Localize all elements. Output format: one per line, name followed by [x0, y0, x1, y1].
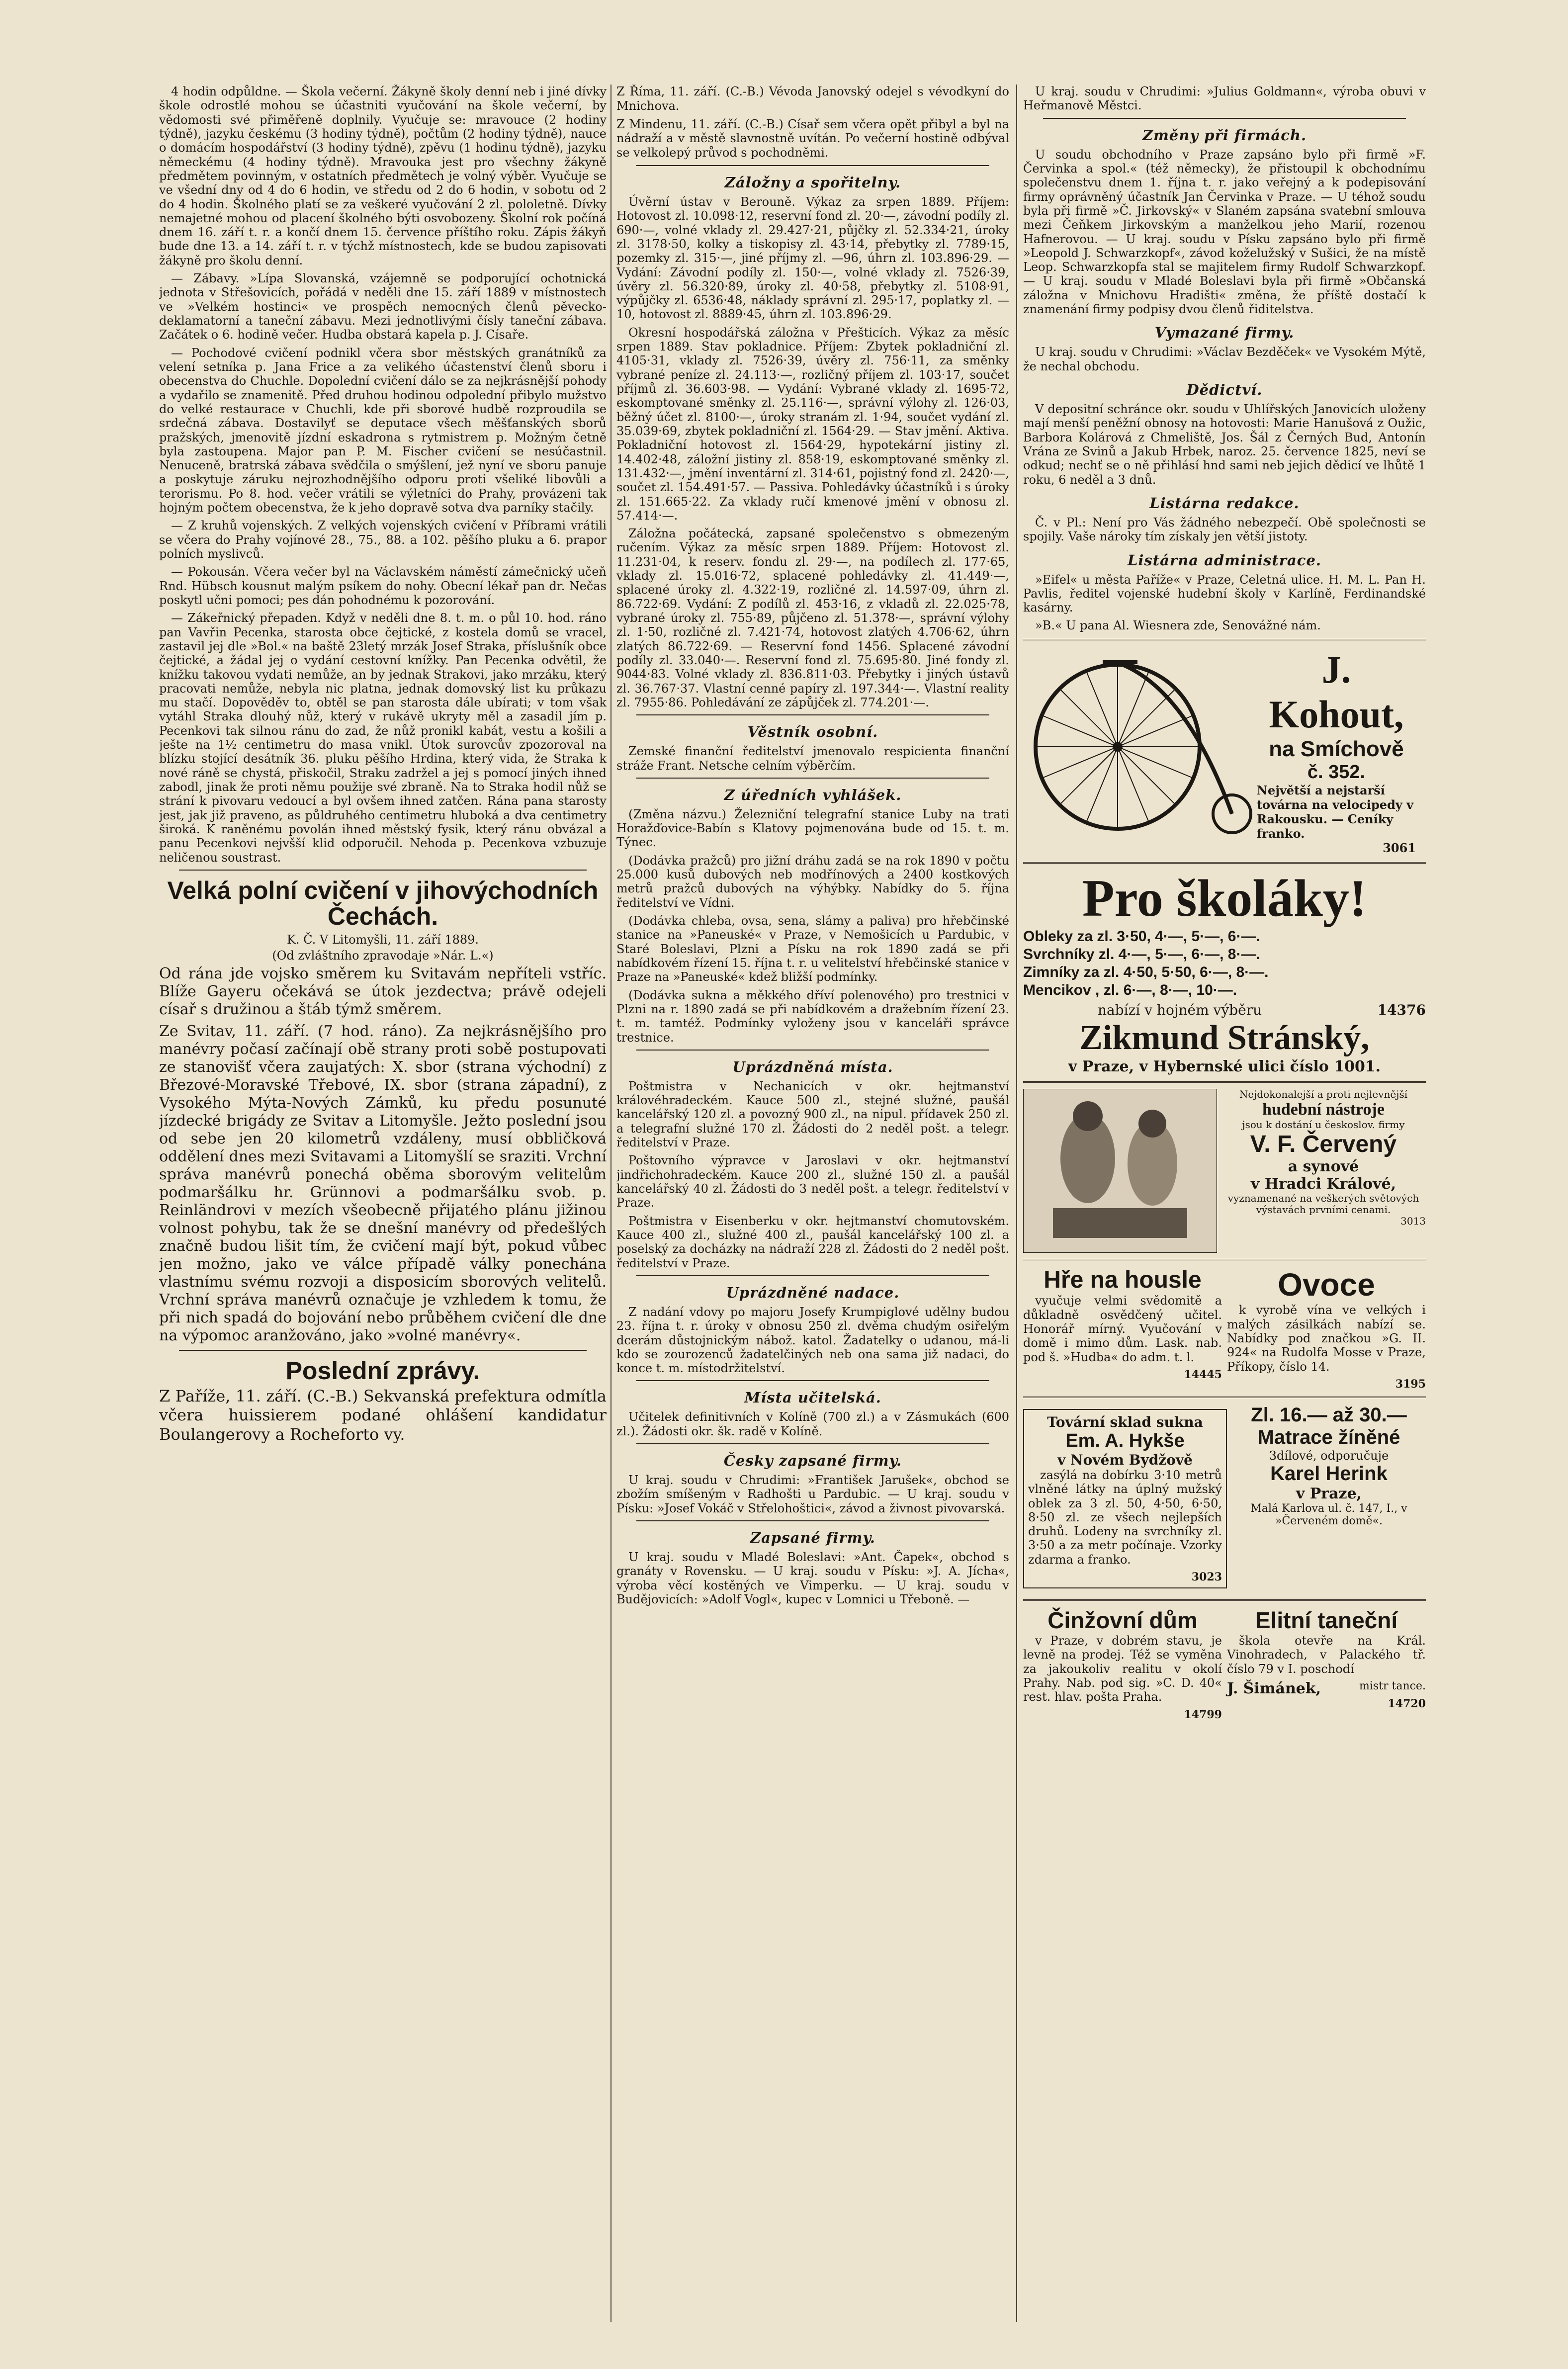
- stransky-code: 14376: [1377, 1002, 1426, 1019]
- divider: [1043, 118, 1406, 119]
- divider: [179, 870, 587, 871]
- vacancy-1: Poštmistra v Nechanicích v okr. hejtmanství královéhradeckém. Kauce 500 zl., stejné služné, paušál kancelářský 120 zl. a povozný 900 zl., na nipul. přídavek 250 zl. a telegrafní služné 170 zl. Žádosti do 2 neděl pošt. a telegr. ředitelství v Praze.: [616, 1079, 1009, 1150]
- cerveny-name: V. F. Červený: [1250, 1131, 1397, 1158]
- divider: [1023, 1081, 1426, 1083]
- school-evening-paragraph: 4 hodin odpůldne. — Škola večerní. Žákyně školy denní neb i jiné dívky škole odrostlé mohou se účastniti vyučování na škole večerní, by vědomosti své přiměřeně doplnily. Vyučuje se: mravouce (2 hodiny týdně), jazyku českému (3 hodiny týdně), počtům (2 hodiny týdně), nauce o domácím hospodářství (3 hodiny týdně), zpěvu (1 hodinu týdně), jazyku německému (4 hodiny týdně). Mravouka jest pro všechny žákyně předmětem povinným, v ostatních předmětech je volný výběr. Vyučuje se ve všední dny od 4 do 6 hodin, ve středu od 2 do 6 hodin, v sobotu od 2 do 4 hodin. Školného platí se za veškeré vyučování 2 zl. pololetně. Dívky nemajetné mohou od placení školného býti osvobozeny. Školní rok počíná dnem 16. září t. r. a končí dnem 15. července příštího roku. Zápis žákyň bude dne 13. a 14. září t. r. v týchž místnostech, kde se budou zapisovati žákyně pro školu denní.: [159, 85, 607, 267]
- personal-paragraph: Zemské finanční ředitelství jmenovalo respicienta finanční stráže Frant. Netsche celním výběrčím.: [616, 744, 1009, 773]
- apartment-house-code: 14799: [1184, 1708, 1222, 1721]
- admin-letters-paragraph-1: »Eifel« u města Paříže« v Praze, Celetná ulice. H. M. L. Pan H. Pavlis, ředitel vojenské hudební školy v Karlíně, Ferdinandské kasárny.: [1023, 572, 1426, 615]
- hykse-label: Tovární sklad sukna: [1047, 1413, 1203, 1430]
- cerveny-more: jsou k dostání u českoslov. firmy: [1242, 1119, 1405, 1131]
- official-paragraph-3: (Dodávka chleba, ovsa, sena, slámy a paliva) pro hřebčinské stanice na »Paneuské« v Praze, v Nemošicích u Pardubic, v Staré Boleslavi, Plzni a Písku na rok 1890 zadá se při nabídkovém řízení 15. října t. r. u velitelství hřebčinské stanice v Praze na »Paneuské« kdež bližší podmínky.: [616, 914, 1009, 984]
- cerveny-goods: hudební nástroje: [1262, 1100, 1385, 1119]
- registered-firms-paragraph: U kraj. soudu v Mladé Boleslavi: »Ant. Čapek«, obchod s granáty v Rovensku. — U kraj. soudu v Písku: »J. A. Jícha«, výroba věcí kostěných ve Vimperku. — U kraj. soudu v Budějovicích: »Adolf Vogl«, kupec v Lomnici u Třeboně. —: [616, 1550, 1009, 1606]
- divider: [636, 1443, 989, 1444]
- firm-top-paragraph: U kraj. soudu v Chrudimi: »Julius Goldmann«, výroba obuvi v Heřmanově Městci.: [1023, 85, 1426, 113]
- vacancy-3: Poštmistra v Eisenberku v okr. hejtmanství chomutovském. Kauce 400 zl., služné 400 zl., paušál kancelářský 100 zl. a poselský za docházky na nádraží 228 zl. Žádosti do 2 neděl pošt. ředitelství v Praze.: [616, 1214, 1009, 1270]
- divider: [636, 1275, 989, 1276]
- manoeuvres-paragraph-2: Ze Svitav, 11. září. (7 hod. ráno). Za nejkrásnějšího pro manévry počasí začínají obě strany proti sobě postupovati ze stanovišť včera zaujatých: X. sbor (strana východní) z Březové-Moravské Třebové, IX. sbor (strana západní), z Vysokého Mýta-Nových Zámků, ku předu posunuté jízdecké brigády ze Svitav a Litomyšle. Ježto poslední jsou od sebe jen 20 kilometrů vzdáleny, musí obbličková oddělení dnes mezi Svitavami a Litomyšlí se sraziti. Vrchní správa manévrů ponechá oběma sborovým velitelům podmaršálku hr. Grünnovi a podmaršálku svob. p. Reinländrovi v mezích všeobecně přijatého plánu jižinou volnost pohybu, tak že se dnešní manévry od předešlých značně budou lišit tím, že cvičení mají být, pokud vůbec jen možno, jako ve válce případě války ponechána vlastnímu svému rozvoji a disposicím sborových velitelů. Vrchní správa manévrů označuje je vzhledem k tomu, že při nich spadá do bojování nebo průběhem cvičení dle dne na výpomoc aranžováno, jako »volné manévry«.: [159, 1022, 607, 1344]
- dance-master-name: J. Šimánek,: [1227, 1680, 1321, 1698]
- dog-bite-paragraph: — Pokousán. Včera večer byl na Václavském náměstí zámečnický učeň Rnd. Hübsch kousnut malým psíkem do nohy. Obecní lékař pan dr. Nečas poskytl učni pomoci; pes dán pohodnému k pozorování.: [159, 565, 607, 607]
- stransky-address: v Praze, v Hybernské ulici číslo 1001.: [1068, 1058, 1381, 1076]
- editorial-letters-heading: Listárna redakce.: [1149, 494, 1300, 512]
- czech-firms-heading: Česky zapsané firmy.: [723, 1452, 902, 1470]
- military-circles-paragraph: — Z kruhů vojenských. Z velkých vojenských cvičení v Příbrami vrátili se včera do Prahy vojínové 28., 75., 88. a 102. pěšího pluku a 6. prapor polních myslivců.: [159, 519, 607, 561]
- divider: [179, 1350, 587, 1351]
- kohout-code: 3061: [1383, 840, 1416, 855]
- firm-changes-paragraph: U soudu obchodního v Praze zapsáno bylo při firmě »F. Červinka a spol.« (též německy), že přistoupil k obchodnímu společenstvu dnem 1. října t. r. jako veřejný a k podepisování firmy oprávněný účastník Jan Červinka v Praze. — U téhož soudu byla při firmě »Č. Jirkovský« v Slaném zapsána svatební smlouva mezi Čeňkem Jirkovským a manželkou jeho Marií, rozenou Hafnerovou. — U kraj. soudu v Písku zapsáno bylo při firmě »Leopold J. Schwarzkopf«, závod koželužský v Sušici, že na místě Leop. Schwarzkopfa stal se majitelem firmy Rudolf Schwarzkopf. — U kraj. soudu v Mladé Boleslavi byla při firmě »Občanská záložna v Mnichovu Hradišti« změna, že příště dostačí k znamenání firmy podpisy dvou členů řiditelstva.: [1023, 147, 1426, 317]
- price-row: Mencikov , zl. 6·—, 8·—, 10·—.: [1023, 982, 1237, 999]
- admin-letters-heading: Listárna administrace.: [1127, 551, 1322, 569]
- kohout-bicycle-ad: [1023, 647, 1426, 855]
- column-rule: [610, 85, 611, 2322]
- column-middle: [616, 85, 1009, 2327]
- deleted-firms-heading: Vymazané firmy.: [1154, 324, 1295, 342]
- column-left: [159, 85, 607, 2327]
- cerveny-tail: vyznamenané na veškerých světových výstavách prvními cenami.: [1227, 1192, 1419, 1216]
- price-row: Obleky za zl. 3·50, 4·—, 5·—, 6·—.: [1023, 928, 1260, 945]
- herink-name: Karel Herink: [1270, 1462, 1388, 1485]
- manoeuvres-dateline: K. Č. V Litomyšli, 11. září 1889.: [286, 932, 479, 947]
- column-right: [1023, 85, 1426, 2327]
- kohout-house-number: č. 352.: [1307, 761, 1366, 783]
- march-exercise-paragraph: — Pochodové cvičení podnikl včera sbor městských granátníků za velení setníka p. Jana Frice a za velikého účastenství členů sboru i obecenstva do Chuchle. Dopolední cvičení dálo se za nejkrásnější pohody a vydařilo se znamenitě. Před druhou hodinou odpolední přibylo mužstvo do velké restaurace v Chuchli, kde při sborové hudbě rozproudila se srdečná zábava. Dostavilyť se deputace všech měšťanských sborů pražských, jmenovitě jízdní eskadrona s rytmistrem p. Možným četně byla zastoupena. Major pan P. M. Fischer cvičení se nesúčastnil. Nenuceně, bratrská zábava svědčila o smýšlení, jež nyní ve sboru panuje a poskytuje záruku nejrozhodnějšího odporu proti všeliké libovůli a terorismu. Po 8. hod. večer vrátili se výletníci do Prahy, provázeni tak hojným počtem obecenstva, že k jeho dopravě sotva dva parníky stačily.: [159, 346, 607, 515]
- herink-address: Malá Karlova ul. č. 147, I., v »Červeném domě«.: [1250, 1502, 1407, 1527]
- divider: [636, 778, 989, 779]
- savings-pocatky: Záložna počátecká, zapsané společenstvo s obmezeným ručením. Výkaz za měsíc srpen 1889. Příjem: Hotovost zl. 11.231·04, k reserv. fondu zl. 29·—, na podílech zl. 177·65, vklady zl. 15.016·72, splacené pohledávky zl. 41.449·—, splacené úroky zl. 4.322·19, rozličné zl. 14.597·09, úhrn zl. 86.722·69. Vydání: Z podílů zl. 453·16, z vkladů zl. 22.025·78, vybrané úroky zl. 755·89, půjčeno zl. 51.378·—, správní výlohy zl. 1·50, rozličné zl. 7.421·74, hotovost zlatých 4.706·62, úhrn zlatých 86.722·69. — Reservní fond 1456. Splacené závodní podíly zl. 33.040·—. Reservní fond zl. 75.695·80. Jiné fondy zl. 9044·83. Volné vklady zl. 836.811·03. Přebytky i jiných ústavů zl. 36.767·37. Vlastní cenné papíry zl. 197.344·—. Vlastní reality zl. 7955·86. Pohledávání ze zápůjček zl. 774.201·—.: [616, 526, 1009, 709]
- manoeuvres-paragraph-1: Od rána jde vojsko směrem ku Svitavám nepříteli vstříc. Blíže Gayeru očekává se útok jezdectva; právě odejeli císař s družinou a štáb týmž směrem.: [159, 965, 607, 1018]
- price-row: Zimníky za zl. 4·50, 5·50, 6·—, 8·—.: [1023, 964, 1269, 981]
- fruit-ad-code: 3195: [1395, 1377, 1426, 1391]
- penny-farthing-illustration: [1023, 647, 1257, 836]
- foundations-paragraph: Z nadání vdovy po majoru Josefy Krumpiglové udělny budou 23. října t. r. úroky v obnosu 250 zl. dvěma chudým osiřelým dcerám důstojnickým nábož. katol. Žadatelky o udanou, má-li kdo se zourozenců žadatelčiných neb ona sama již nadaci, do konce t. m. místodržitelství.: [616, 1305, 1009, 1376]
- small-ads-row-1: [1023, 1266, 1426, 1391]
- vacancies-heading: Uprázdněná místa.: [732, 1058, 893, 1075]
- dance-school-code: 14720: [1388, 1697, 1426, 1711]
- small-ads-row-2: [1023, 1404, 1426, 1593]
- inheritance-heading: Dědictví.: [1186, 381, 1263, 398]
- divider: [636, 1520, 989, 1521]
- hykse-name: Em. A. Hykše: [1065, 1430, 1185, 1451]
- savings-heading: Záložny a spořitelny.: [724, 174, 901, 191]
- inheritance-paragraph: V depositní schránce okr. soudu v Uhlířských Janovicích uloženy mají menší peněžní obnosy na hotovosti: Marie Hanušová z Oužic, Barbora Kolárová z Chmeliště, Jos. Šál z Černých Bud, Antonín Vrána ze Svinů a Jakub Hrbek, naroz. 25. července 1825, neví se odkud; nechť se o ně přihlásí hnd sami neb jejich dědicí ve lhůtě 1 roku, 6 neděl a 3 dnů.: [1023, 402, 1426, 487]
- violin-lessons-text: vyučuje velmi svědomitě a důkladně osvědčený učitel. Honorář mírný. Vyučování v domě i mimo dům. Lask. nab. pod š. »Hudba« do adm. t. l.: [1023, 1294, 1222, 1364]
- kohout-description: Největší a nejstarší továrna na velocipedy v Rakousku. — Ceníky franko.: [1257, 783, 1414, 841]
- divider: [1023, 1259, 1426, 1260]
- mattress-title: Matrace žíněné: [1257, 1426, 1400, 1448]
- apartment-house-text: v Praze, v dobrém stavu, je levně na prodej. Též se vyměna za jakoukoliv realitu v okolí Prahy. Nab. pod sig. »C. D. 40« rest. hlav. pošta Praha.: [1023, 1634, 1222, 1704]
- admin-letters-paragraph-2: »B.« U pana Al. Wiesnera zde, Senovážné nám.: [1035, 618, 1321, 633]
- paris-report: Z Paříže, 11. září. (C.-B.) Sekvanská prefektura odmítla včera huissierem podané ohlášení kandidatur Boulangerovy a Rocheforto vy.: [159, 1387, 607, 1444]
- entertainment-paragraph: — Zábavy. »Lípa Slovanská, vzájemně se podporující ochotnická jednota v Střešovicích, pořádá v neděli dne 15. září 1889 v místnostech ve »Velkém hostinci« ve prospěch nemocných členů pěvecko-deklamatorní a taneční zábavu. Mezi jednotlivými čísly taneční zábava. Začátek o 6. hodině večer. Hudba obstará kapela p. J. Císaře.: [159, 271, 607, 342]
- dance-master-role: mistr tance.: [1359, 1680, 1426, 1693]
- mattress-subtitle: 3dílové, odporučuje: [1269, 1448, 1389, 1463]
- mattress-price: Zl. 16.— až 30.—: [1251, 1404, 1407, 1426]
- divider: [1023, 1599, 1426, 1601]
- teacher-posts-paragraph: Učitelek definitivních v Kolíně (700 zl.) a v Zásmukách (600 zl.). Žádosti okr. šk. radě v Kolíně.: [616, 1410, 1009, 1438]
- official-paragraph-4: (Dodávka sukna a měkkého dříví polenového) pro trestnici v Plzni na r. 1890 zadá se při nabídkovém a dražebním řízení 23. t. m. tamtéž. Podmínky vyloženy jsou v kanceláři správce trestnice.: [616, 988, 1009, 1045]
- kohout-place: na Smíchově: [1269, 736, 1404, 761]
- minden-report: Z Mindenu, 11. září. (C.-B.) Císař sem včera opět přibyl a byl na nádraží a v městě slavnostně uvítán. Po večerní hostině odbýval se velkolepý průvod s pochodněmi.: [616, 117, 1009, 160]
- cerveny-city: v Hradci Králové,: [1250, 1175, 1396, 1193]
- cerveny-code: 3013: [1400, 1215, 1426, 1228]
- foundations-heading: Uprázdněné nadace.: [726, 1284, 900, 1301]
- latest-news-headline: Poslední zprávy.: [285, 1356, 480, 1385]
- deleted-firms-paragraph: U kraj. soudu v Chrudimi: »Václav Bezděček« ve Vysokém Mýtě, že nechal obchodu.: [1023, 345, 1426, 373]
- fruit-ad-title: Ovoce: [1278, 1267, 1375, 1303]
- stransky-name: Zikmund Stránský,: [1079, 1019, 1370, 1057]
- violin-lessons-title: Hře na housle: [1044, 1267, 1202, 1294]
- kohout-name: J. Kohout,: [1269, 647, 1404, 736]
- vacancy-2: Poštovního výpravce v Jaroslavi v okr. hejtmanství jindřichohradeckém. Kauce 200 zl., služné 150 zl. a paušál kancelářský 40 zl. Žádosti do 3 neděl pošt. a telegr. ředitelství v Praze.: [616, 1153, 1009, 1210]
- czech-firms-paragraph: U kraj. soudu v Chrudimi: »František Jarušek«, obchod se zbožím smíšeným v Radhošti u Pardubic. — U kraj. soudu v Písku: »Josef Vokáč v Střelohoštici«, závod a živnost pivovarská.: [616, 1473, 1009, 1515]
- cerveny-ad: [1023, 1089, 1426, 1253]
- children-music-illustration: [1023, 1089, 1217, 1253]
- fruit-ad-text: k vyrobě vína ve velkých i malých zásilkách nabízí se. Nabídky pod značkou »G. II. 924« na Rudolfa Mosse v Praze, Příkopy, číslo 14.: [1227, 1303, 1426, 1374]
- divider: [636, 1050, 989, 1051]
- cerveny-intro: Nejdokonalejší a proti nejlevnější: [1239, 1088, 1408, 1101]
- price-row: Svrchníky zl. 4·—, 5·—, 6·—, 8·—.: [1023, 946, 1260, 963]
- attack-paragraph: — Zákeřnický přepaden. Když v neděli dne 8. t. m. o půl 10. hod. ráno pan Vavřin Pecenka, starosta obce čejtické, z kostela domů se vracel, zastavil jej dle »Bol.« na baště 23letý mrzák Josef Straka, příslušník obce čejtické, a žádal jej o vydání cestovní knížky. Pan Pecenka odvětil, že knížku takovou vydati nemůže, an by jednak Strakovi, jako mrzáku, který pracovati nemůže, nebyla nic platna, jednak domovský list ku průkazu mu stačí. Dopověděv to, obtěl se pan starosta dále ubírati; v tom však vytáhl Straka dlouhý nůž, který v rukávě ukryty měl a zasadil jím p. Pecenkovi tak silnou ránu do zad, že nůž pronikl kabát, vestu a košili a ješte na 1½ centimetru do masa vnikl. Útok surovcův zpozoroval na blízku stojící desátník 36. pluku pěšího Hrdina, který vida, že Straka k nové ráně se chystá, přiskočil, Straku zadržel a jej s pomocí jiných ihned zabodl, jinak že proti němu použije své zbraně. Na to Straka hodil nůž se strání k pivovaru vedoucí a byl ovšem ihned zatčen. Rána pana starosty jest, jak již praveno, as půldruhého centimetru hluboká a dva centimetry široká. K raněnému povolán ihned městský fysik, který ránu obvázal a panu Pecenkovi nejvšší klid odporučil. Nehoda p. Pecenkova vzbuzuje neličenou soustrast.: [159, 611, 607, 865]
- school-kids-headline: Pro školáky!: [1082, 869, 1367, 927]
- hykse-code: 3023: [1191, 1571, 1222, 1584]
- column-rule: [1016, 85, 1017, 2322]
- divider: [1023, 1397, 1426, 1398]
- official-paragraph-2: (Dodávka pražců) pro jižní dráhu zadá se na rok 1890 v počtu 25.000 kusů dubových neb modřínových a 2400 kostkových metrů pražců dubových na výhýbky. Nabídky do 5. října ředitelství ve Vídni.: [616, 853, 1009, 910]
- hykse-text: zasýlá na dobírku 3·10 metrů vlněné látky na úplný mužský oblek za 3 zl. 50, 4·50, 6·50, 8·50 zl. ze všech nejlepších druhů. Lodeny na svrchníky zl. 3·50 a za metr počínaje. Vzorky zdarma a franko.: [1028, 1468, 1222, 1567]
- cerveny-sons: a synové: [1288, 1158, 1359, 1176]
- small-ads-row-3: [1023, 1607, 1426, 1721]
- divider: [636, 165, 989, 166]
- official-heading: Z úředních vyhlášek.: [724, 786, 902, 803]
- violin-lessons-code: 14445: [1184, 1368, 1222, 1381]
- rome-report: Z Říma, 11. září. (C.-B.) Vévoda Janovský odejel s vévodkyní do Mnichova.: [616, 85, 1009, 113]
- divider: [1023, 639, 1426, 640]
- savings-beroun: Úvěrní ústav v Berouně. Výkaz za srpen 1889. Příjem: Hotovost zl. 10.098·12, reservní fond zl. 20·—, závodní podíly zl. 690·—, volné vklady zl. 29.427·21, půjčky zl. 52.334·21, úroky zl. 3178·50, kolky a tiskopisy zl. 43·14, přebytky zl. 7789·15, pozemky zl. 315·—, jiné příjmy zl. —96, úhrn zl. 103.896·29. — Vydání: Závodní podíly zl. 150·—, volné vklady zl. 7526·39, úvěry zl. 56.320·89, úroky zl. 40·58, přebytky zl. 5108·91, výpůjčky zl. 6536·48, náklady správní zl. 295·17, poplatky zl. —10, hotovost zl. 8889·45, úhrn zl. 103.896·29.: [616, 194, 1009, 322]
- savings-prestice: Okresní hospodářská záložna v Přešticích. Výkaz za měsíc srpen 1889. Stav pokladnice. Příjem: Zbytek pokladniční zl. 4105·31, vklady zl. 7526·39, úvěry zl. 756·11, za směnky vybrané peníze zl. 24.113·—, rozličný příjem zl. 103·17, součet příjmů zl. 36.603·98. — Vydání: Vybrané vklady zl. 1695·72, eskomptované směnky zl. 25.116·—, správní výlohy zl. 126·03, běžný účet zl. 8100·—, úroky stranám zl. 1·94, součet vydání zl. 35.039·69, zbytek pokladniční zl. 1564·29. — Stav jmění. Aktiva. Pokladniční hotovost zl. 1564·29, hypotekární jistiny zl. 14.402·48, záložní jistiny zl. 858·19, eskomptované směnky zl. 131.432·—, jmění inventární zl. 314·61, pojistný fond zl. 2420·—, součet zl. 154.491·57. — Passiva. Pohledávky účastníků i s úroky zl. 151.665·22. Za vklady ručí kmenové jmění v obnosu zl. 57.414·—.: [616, 325, 1009, 523]
- editorial-letters-paragraph: Č. v Pl.: Není pro Vás žádného nebezpečí. Obě společnosti se spojily. Vaše nároky tím získaly jen větší jistoty.: [1023, 515, 1426, 544]
- divider: [636, 1380, 989, 1381]
- manoeuvres-source: (Od zvláštního zpravodaje »Nár. L.«): [272, 949, 494, 963]
- apartment-house-title: Činžovní dům: [1047, 1607, 1198, 1634]
- divider: [636, 714, 989, 715]
- divider: [1023, 862, 1426, 864]
- stransky-offer: nabízí v hojném výběru: [1098, 1002, 1262, 1019]
- teacher-posts-heading: Místa učitelská.: [744, 1389, 881, 1406]
- registered-firms-heading: Zapsané firmy.: [750, 1529, 876, 1547]
- stransky-ad: [1023, 870, 1426, 1076]
- firm-changes-heading: Změny při firmách.: [1142, 126, 1307, 144]
- manoeuvres-headline: Velká polní cvičení v jihovýchodních Čechách.: [167, 876, 599, 931]
- personal-heading: Věstník osobní.: [747, 723, 878, 741]
- dance-school-title: Elitní taneční: [1255, 1607, 1398, 1634]
- herink-city: v Praze,: [1296, 1485, 1362, 1502]
- official-paragraph-1: (Změna názvu.) Železniční telegrafní stanice Luby na trati Horažďovice-Babín s Klatovy pojmenována bude od 15. t. m. Týnec.: [616, 807, 1009, 850]
- hykse-city: v Novém Bydžově: [1057, 1451, 1193, 1468]
- dance-school-text: škola otevře na Král. Vinohradech, v Palackého tř. číslo 79 v I. poschodí: [1227, 1634, 1426, 1676]
